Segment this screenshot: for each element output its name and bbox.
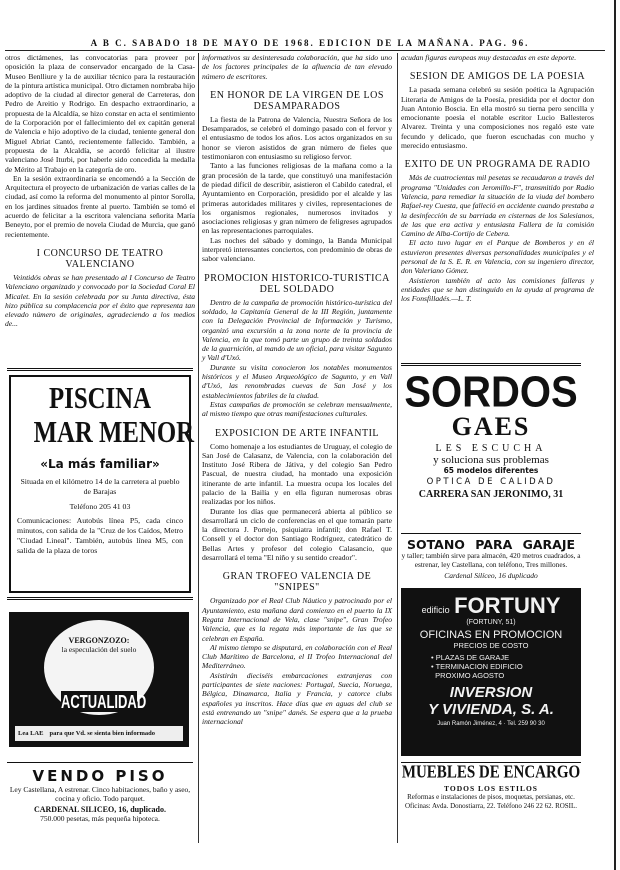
column-rule [397, 53, 398, 843]
article-text: Tanto a las funciones religiosas de la mañana como a la gran procesión de la tarde, que constituyó una manifestación de piedad difícil de describir, asistieron el Cabildo catedral, el Ayuntamiento en Corporación, presidido por el alcalde y las primeras autoridades militares y civiles, representaciones de los organismos regionales, numerosos invitados y asociaciones religiosas y gran número de feligreses agrupados en las representaciones parroquiales. [202, 161, 392, 236]
ad-address: Juan Ramón Jiménez, 4 · Tel. 259 90 30 [437, 721, 545, 727]
article-text: El acto tuvo lugar en el Parque de Bomberos y en él estuvieron presentes diversas personalidades municipales y el personal de la S. E. R. en Valencia, con su ingeniero director, don Valeriano Gómez. [401, 238, 594, 276]
ad-text: y taller; también sirve para almacén, 420 metros cuadrados, a estrenar, ley Castellana, con teléfono, Tres millones. [401, 551, 581, 569]
ad-text: Ley Castellana, A estrenar. Cinco habitaciones, baño y aseo, cocina y oficio. Todo parquet. [9, 785, 191, 803]
article-text: Como homenaje a los estudiantes de Uruguay, el colegio de San José de Calasanz, de Valencia, con la colaboración del Instituto José Ribera de Játiva, y del colegio San Pedro Pascual, de nuestra ciudad, ha montado una exposición itinerante de arte infantil. La muestra ocupa los locales del palacio de la Bailía y en ella figuran numerosas obras realizadas por los niños. [202, 441, 392, 507]
ad-title: INVERSION [449, 684, 533, 701]
ad-title: MAR MENOR [33, 414, 195, 449]
ad-fortuny: edificio FORTUNY (FORTUNY, 51) OFICINAS EN PROMOCION PRECIOS DE COSTO • PLAZAS DE GARAJE • TERMINACION EDIFICIO PROXIMO AGOSTO INVERSION Y VIVIENDA, S. A. Juan Ramón Jiménez, 4 · Tel. 259 90 30 [401, 588, 581, 756]
article-text: Asistieron también al acto las comisiones falleras y entidades que se han distinguido en la ayuda al programa de los Fonsfilladés.—L. T. [401, 275, 594, 304]
article-text: La fiesta de la Patrona de Valencia, Nuestra Señora de los Desamparados, se celebró el domingo pasado con el fervor y el entusiasmo de todos los años. Los actos organizados en su honor se vieron asistidos de gran número de fieles que testimoniaron con entusiasmo su religioso fervor. [202, 114, 392, 162]
article-text: Estas campañas de promoción se celebran mensualmente, al mismo tiempo que otras manifestaciones culturales. [202, 399, 392, 419]
ad-text: Situada en el kilómetro 14 de la carretera al pueblo de Barajas [20, 477, 180, 496]
column-2 [202, 53, 392, 727]
ad-address: CARDENAL SILICEO, 16, duplicado. [33, 805, 167, 814]
ad-muebles [401, 762, 581, 810]
ad-tagline: para que Vd. se sienta bien informado [49, 730, 155, 737]
column-1 [5, 53, 195, 329]
magazine-logo: ACTUALIDAD [61, 691, 147, 712]
article-text: En la sesión extraordinaria se encomendó a la Sección de Arquitectura el proyecto de urbanización de varias calles de la ciudad, así como la reforma del monumento al pintor Sorolla, en los jardines situados frente al puerto. También se tomó el acuerdo de felicitar a la escritora valenciana señorita María Beneyto, por el premio de novela Ciudad de Murcia, que ganó recientemente. [5, 173, 195, 239]
article-heading: I CONCURSO DE TEATRO VALENCIANO [36, 247, 164, 270]
article-heading: PROMOCION HISTORICO-TURISTICA DEL SOLDADO [204, 272, 390, 295]
ad-text: 65 modelos diferentes [443, 466, 539, 475]
article-text: Más de cuatrocientas mil pesetas se recaudaron a través del programa "Unidades con Jeromillo-F", transmitido por Radio Valencia, para remediar la situación de la viuda del bombero Rafael-rey Cuesta, que falleció en accidente cuando prestaba a la desinfección de su barriada en cisternas de los Salesianos, de las que era activa y entusiasta Fallera de la comisión Camino de Alba-Cortijo de Cebera. [401, 173, 594, 239]
ad-sotano [401, 533, 581, 580]
ad-bullet: PROXIMO AGOSTO [435, 671, 505, 680]
ad-address: Oficinas: Avda. Donostiarra, 22. Teléfono 246 22 62. ROSIL. [404, 801, 578, 810]
column-rule [198, 53, 199, 843]
article-text: acudan figuras europeas muy destacadas en este deporte. [401, 53, 577, 62]
ad-text: Lea LAE [18, 730, 44, 737]
ad-phone: Teléfono 205 41 03 [69, 502, 131, 511]
ad-slogan: «La más familiar» [40, 457, 160, 471]
ad-bullet: TERMINACION EDIFICIO [435, 662, 523, 671]
ad-text: la especulación del suelo [61, 645, 137, 654]
ad-text: VERGONZOZO: [68, 636, 130, 645]
article-text: Al mismo tiempo se disputará, en colaboración con el Real Club Marítimo de Barcelona, el II Trofeo Internacional del Mediterráneo. [202, 642, 392, 671]
ad-text: OFICINAS EN PROMOCION [419, 629, 563, 641]
ad-price: 750.000 pesetas, más pequeña hipoteca. [40, 814, 160, 823]
ad-title: PISCINA [49, 380, 151, 415]
column-3 [401, 53, 594, 304]
ad-vendo-piso [7, 762, 193, 823]
ad-text: Reformas e instalaciones de pisos, moquetas, persianas, etc. [407, 793, 575, 801]
ad-text: TODOS LOS ESTILOS [444, 784, 538, 793]
ad-address: Cardenal Silíceo, 16 duplicado [444, 571, 538, 580]
ad-piscina [7, 368, 193, 600]
article-heading: GRAN TROFEO VALENCIA DE "SNIPES" [222, 571, 372, 594]
ad-sordos-gaes [401, 363, 581, 500]
brand-logo: GAES [451, 412, 531, 441]
ad-actualidad [9, 612, 189, 747]
ad-title: VENDO PISO [32, 767, 168, 785]
article-text: Dentro de la campaña de promoción histórico-turística del soldado, la Capitanía General de la III Región, juntamente con la Delegación Provincial de Información y Turismo, organizó una excursión a la zona norte de la provincia de Valencia, en la que tomó parte un grupo de treinta soldados de la guarnición, al mando de un oficial, para visitar Sagunto y Vall d'Uxó. [202, 297, 392, 363]
ad-bullet: PLAZAS DE GARAJE [435, 653, 510, 662]
ad-text: y soluciona sus problemas [433, 454, 549, 466]
page-header: A B C. SABADO 18 DE MAYO DE 1968. EDICION DE LA MAÑANA. PAG. 96. [90, 38, 530, 48]
ad-title: SOTANO PARA GARAJE [406, 537, 576, 552]
ad-text: Comunicaciones: Autobús línea P5, cada cinco minutos, con salida de la "Cruz de los Caídos, Metro "Ciudad Lineal". También, autobús línea M5, con salida de la plaza de toros [17, 516, 183, 555]
article-text: informativos su desinteresada colaboración, que ha sido uno de los factores principales de la afluencia de tan elevado número de escritores. [202, 53, 392, 81]
header-rule [5, 50, 605, 51]
article-text: Veintidós obras se han presentado al I Concurso de Teatro Valenciano organizado y convocado por la Sociedad Coral El Micalet. En la sesión celebrada por su Junta directiva, ésta hizo pública su complacencia por el éxito que representa tan elevado número de originales, agradeciendo a los medios de... [5, 272, 195, 329]
article-heading: SESION DE AMIGOS DE LA POESIA [409, 71, 586, 83]
ad-text: PRECIOS DE COSTO [453, 641, 529, 650]
ad-text: edificio [421, 605, 450, 615]
ad-text: OPTICA DE CALIDAD [426, 477, 556, 487]
ad-title: FORTUNY [454, 593, 561, 618]
page-edge [614, 0, 616, 870]
article-text: Durante los días que permanecerá abierta al público se desarrollará un ciclo de conferencias en el que tomarán parte la directora J. Portejo, psiquiatra infantil; don Rafael T. Consell y el doctor don Santiago Rodríguez, catedrático de Bellas Artes y profesor del colegio Calasancio, que desarrollará el tema "El niño y su sentido creador". [202, 506, 392, 563]
article-text: otros dictámenes, las convocatorias para proveer por oposición la plaza de conservador encargado de la Casa-Museo Benlliure y la de auxiliar técnico para la restauración de la pintura artística municipal. Otro dictamen nombraba hijo adoptivo de la ciudad al director general de Carreteras, don Pedro de Areitio y Rodrigo. En despacho extraordinario, a propuesta de la Alcaldía, se hizo constar en acta el sentimiento de la Corporación por el fallecimiento del ex capitán general de Valencia e hijo adoptivo de la ciudad, teniente general don Miguel Abriat Cantó, recientemente fallecido. También, a propuesta de la Alcaldía, se acordó felicitar al ilustre valenciano José Iturbi, por haberle sido concedida la medalla de Mérito al Trabajo en la categoría de oro. [5, 53, 195, 174]
article-text: Organizado por el Real Club Náutico y patrocinado por el Ayuntamiento, esta mañana dará comienzo en el puerto la IX Regata Internacional de Vela, clase "snipe", Gran Trofeo Valencia, que es la regata más importante de las que se celebran en España. [202, 596, 392, 643]
article-text: Durante su visita conocieron los notables monumentos históricos y el Museo Arqueológico de Sagunto, y en Vall d'Uxó, las renombradas cuevas de San José y los establecimientos fabriles de la ciudad. [202, 362, 392, 400]
article-heading: EXITO DE UN PROGRAMA DE RADIO [404, 159, 591, 171]
article-heading: EN HONOR DE LA VIRGEN DE LOS DESAMPARADOS [210, 89, 384, 112]
ad-text: LES ESCUCHA [435, 443, 547, 454]
ad-title: MUEBLES DE ENCARGO [401, 763, 581, 783]
ad-address: CARRERA SAN JERONIMO, 31 [418, 489, 564, 500]
ad-text: (FORTUNY, 51) [466, 619, 516, 626]
article-text: La pasada semana celebró su sesión poética la Agrupación Literaria de Amigos de la Poesía, presidida por el doctor don Juan Antonio Boscia. En ella mostró su tierna pero sencilla y emocionante poesía el notable escritor Lucio Ballesteros Alvarez. Treinta y una composiciones nos regaló este vate fecundo y delicado, que fueron escuchadas con mucho y merecido entusiasmo. [401, 85, 594, 151]
article-text: Las noches del sábado y domingo, la Banda Municipal interpretó interesantes conciertos, con predominio de obras de sabor valenciano. [202, 235, 392, 264]
ad-title: SORDOS [404, 367, 578, 417]
article-heading: EXPOSICION DE ARTE INFANTIL [214, 427, 380, 439]
ad-title: Y VIVIENDA, S. A. [428, 701, 554, 718]
article-text: Asistirán dieciséis embarcaciones extranjeras con participantes de siete naciones: Portugal, Suecia, Noruega, Bélgica, Dinamarca, Italia y Francia, y catorce clubs españoles ya inscritos. Hace días que en aguas del club se está entrenando un "snipe" danés. Se espera que a la prueba internacional [202, 670, 392, 727]
